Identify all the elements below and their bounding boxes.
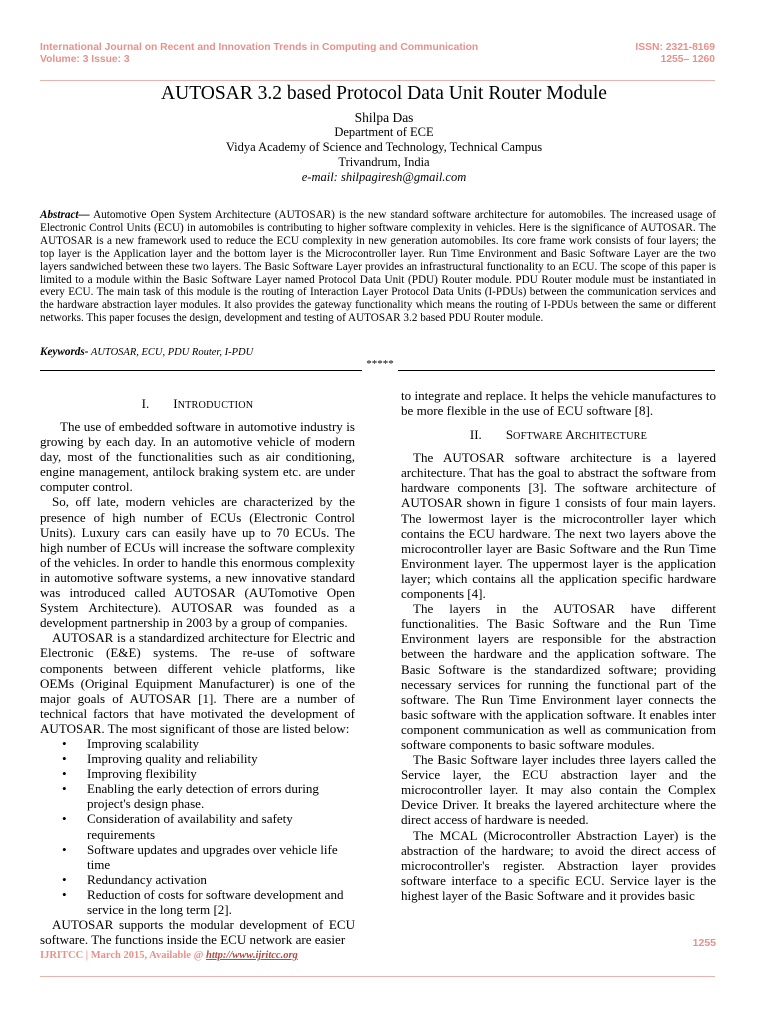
page-number: 1255 [692,937,716,949]
author-name: Shilpa Das [354,110,414,125]
author-institution: Vidya Academy of Science and Technology, Technical Campus [225,140,543,154]
abstract-text: Automotive Open System Architecture (AUTOSAR) is the new standard software architecture for automobiles. The increased usage of Electronic Control Units (ECU) in automobiles is contributing to higher software complexity in vehicles. Here is the significance of AUTOSAR. The AUTOSAR is a new framework used to reduce the ECU complexity in new generation automobiles. Its core frame work consists of four layers; the top layer is the Application layer and the bottom layer is the Microcontroller layer. Run Time Environment and Basic Software Layer are the two layers sandwiched between these two layers. The Basic Software Layer provides an infrastructural functionality to an ECU. The scope of this paper is limited to a module within the Basic Software Layer named Protocol Data Unit (PDU) Router module. PDU Router module must be instantiated in every ECU. The main task of this module is the routing of Interaction Layer Protocol Data Units (I-PDUs) between the communication services and the hardware abstraction layer modules. It also provides the gateway functionality which means the routing of I-PDUs between the same or different networks. This paper focuses the design, development and testing of AUTOSAR 3.2 based PDU Router module. [40,209,716,325]
paragraph: The MCAL (Microcontroller Abstraction Layer) is the abstraction of the hardware; to avoid the direct access of microcontroller's register. Abstraction layer provides software interface to a specific ECU. Service layer is the highest layer of the Basic Software and it provides basic [401,827,716,903]
author-location: Trivandrum, India [338,155,430,169]
paragraph-continued: to integrate and replace. It helps the vehicle manufactures to be more flexible in the use of ECU software [8]. [401,388,716,419]
left-column [40,396,355,947]
paragraph: So, off late, modern vehicles are characterized by the presence of high number of ECUs (Electronic Control Units). Luxury cars can easily have up to 70 ECUs. The high number of ECUs will increase the software complexity of the vehicles. In order to handle this enormous complexity in automotive software systems, a new innovative standard was introduced called AUTOSAR (AUTomotive Open System Architecture). AUTOSAR was founded as a development partnership in 2003 by a group of companies. [40,494,355,631]
page-range: 1255– 1260 [660,54,715,65]
abstract-label: Abstract— [40,209,90,221]
abstract [40,209,716,325]
paragraph: The AUTOSAR software architecture is a layered architecture. That has the goal to abstract the software from hardware components [3]. The software architecture of AUTOSAR shown in figure 1 consists of four main layers. The lowermost layer is the microcontroller layer which contains the ECU hardware. The next two layers above the microcontroller layer are Basic Software and the Run Time Environment layer. The uppermost layer is the application layer; which contains all the application specific hardware components [4]. [401,450,716,602]
paragraph: AUTOSAR is a standardized architecture for Electric and Electronic (E&E) systems. The re-use of software components between different vehicle platforms, like OEMs (Original Equipment Manufacturer) is one of the major goals of AUTOSAR [1]. There are a number of technical factors that have motivated the development of AUTOSAR. The most significant of those are listed below: [40,630,355,736]
header-divider [40,80,715,81]
paragraph: The layers in the AUTOSAR have different functionalities. The Basic Software and the Run Time Environment layers are responsible for the abstraction between the hardware and the application software. The Basic Software is the standardized software; providing necessary services for running the functional part of the software. The Run Time Environment layer connects the basic software with the application software. It enables inter component communication as well as communication from software components to basic software modules. [401,601,716,752]
header-right [635,42,715,66]
list-item: • Consideration of availability and safety requirements [62,811,293,842]
paper-title: AUTOSAR 3.2 based Protocol Data Unit Router Module [161,83,607,104]
footer-divider [40,976,715,977]
section-separator [40,358,715,372]
separator-line-right [398,370,715,371]
journal-volume: Volume: 3 Issue: 3 [40,54,130,65]
list-item: • Reduction of costs for software development and service in the long term [2]. [62,886,344,917]
author-department: Department of ECE [334,125,434,139]
paragraph: AUTOSAR supports the modular development of ECU software. The functions inside the ECU network are easier [40,917,355,948]
footer-text: IJRITCC | March 2015, Available @ [40,950,206,961]
paragraph: The Basic Software layer includes three layers called the Service layer, the ECU abstraction layer and the microcontroller layer. It may also contain the Complex Device Driver. It breaks the layered architecture where the direct access of hardware is needed. [401,752,716,828]
footer-link[interactable]: http://www.ijritcc.org [206,950,298,961]
list-item: • Redundancy activation [62,871,207,887]
journal-header [40,42,715,66]
list-item: • Software updates and upgrades over vehicle life time [62,841,338,872]
journal-name: International Journal on Recent and Innovation Trends in Computing and Communication [40,42,479,53]
issn: ISSN: 2321-8169 [635,42,715,53]
list-item: • Improving quality and reliability [62,751,258,767]
author-email: e-mail: shilpagiresh@gmail.com [301,170,467,184]
factors-list [40,736,355,917]
keywords-label: Keywords- [40,346,89,358]
keywords-value: AUTOSAR, ECU, PDU Router, I-PDU [88,347,254,358]
list-item: • Improving flexibility [62,766,197,782]
section-heading-introduction: I. INTRODUCTION [141,396,254,411]
paragraph: The use of embedded software in automotive industry is growing by each day. In an automotive vehicle of modern day, most of the functionalities such as air conditioning, engine management, antilock braking system etc. are under computer control. [40,419,355,495]
right-column [401,388,716,903]
footer [40,950,298,961]
separator-line-left [40,370,362,371]
section-heading-software-architecture: II. SOFTWARE ARCHITECTURE [469,427,648,443]
separator-stars: ***** [366,358,394,370]
author-block [0,110,768,185]
keywords [40,346,253,358]
list-item: • Enabling the early detection of errors during project's design phase. [62,781,319,812]
list-item: • Improving scalability [62,735,199,751]
